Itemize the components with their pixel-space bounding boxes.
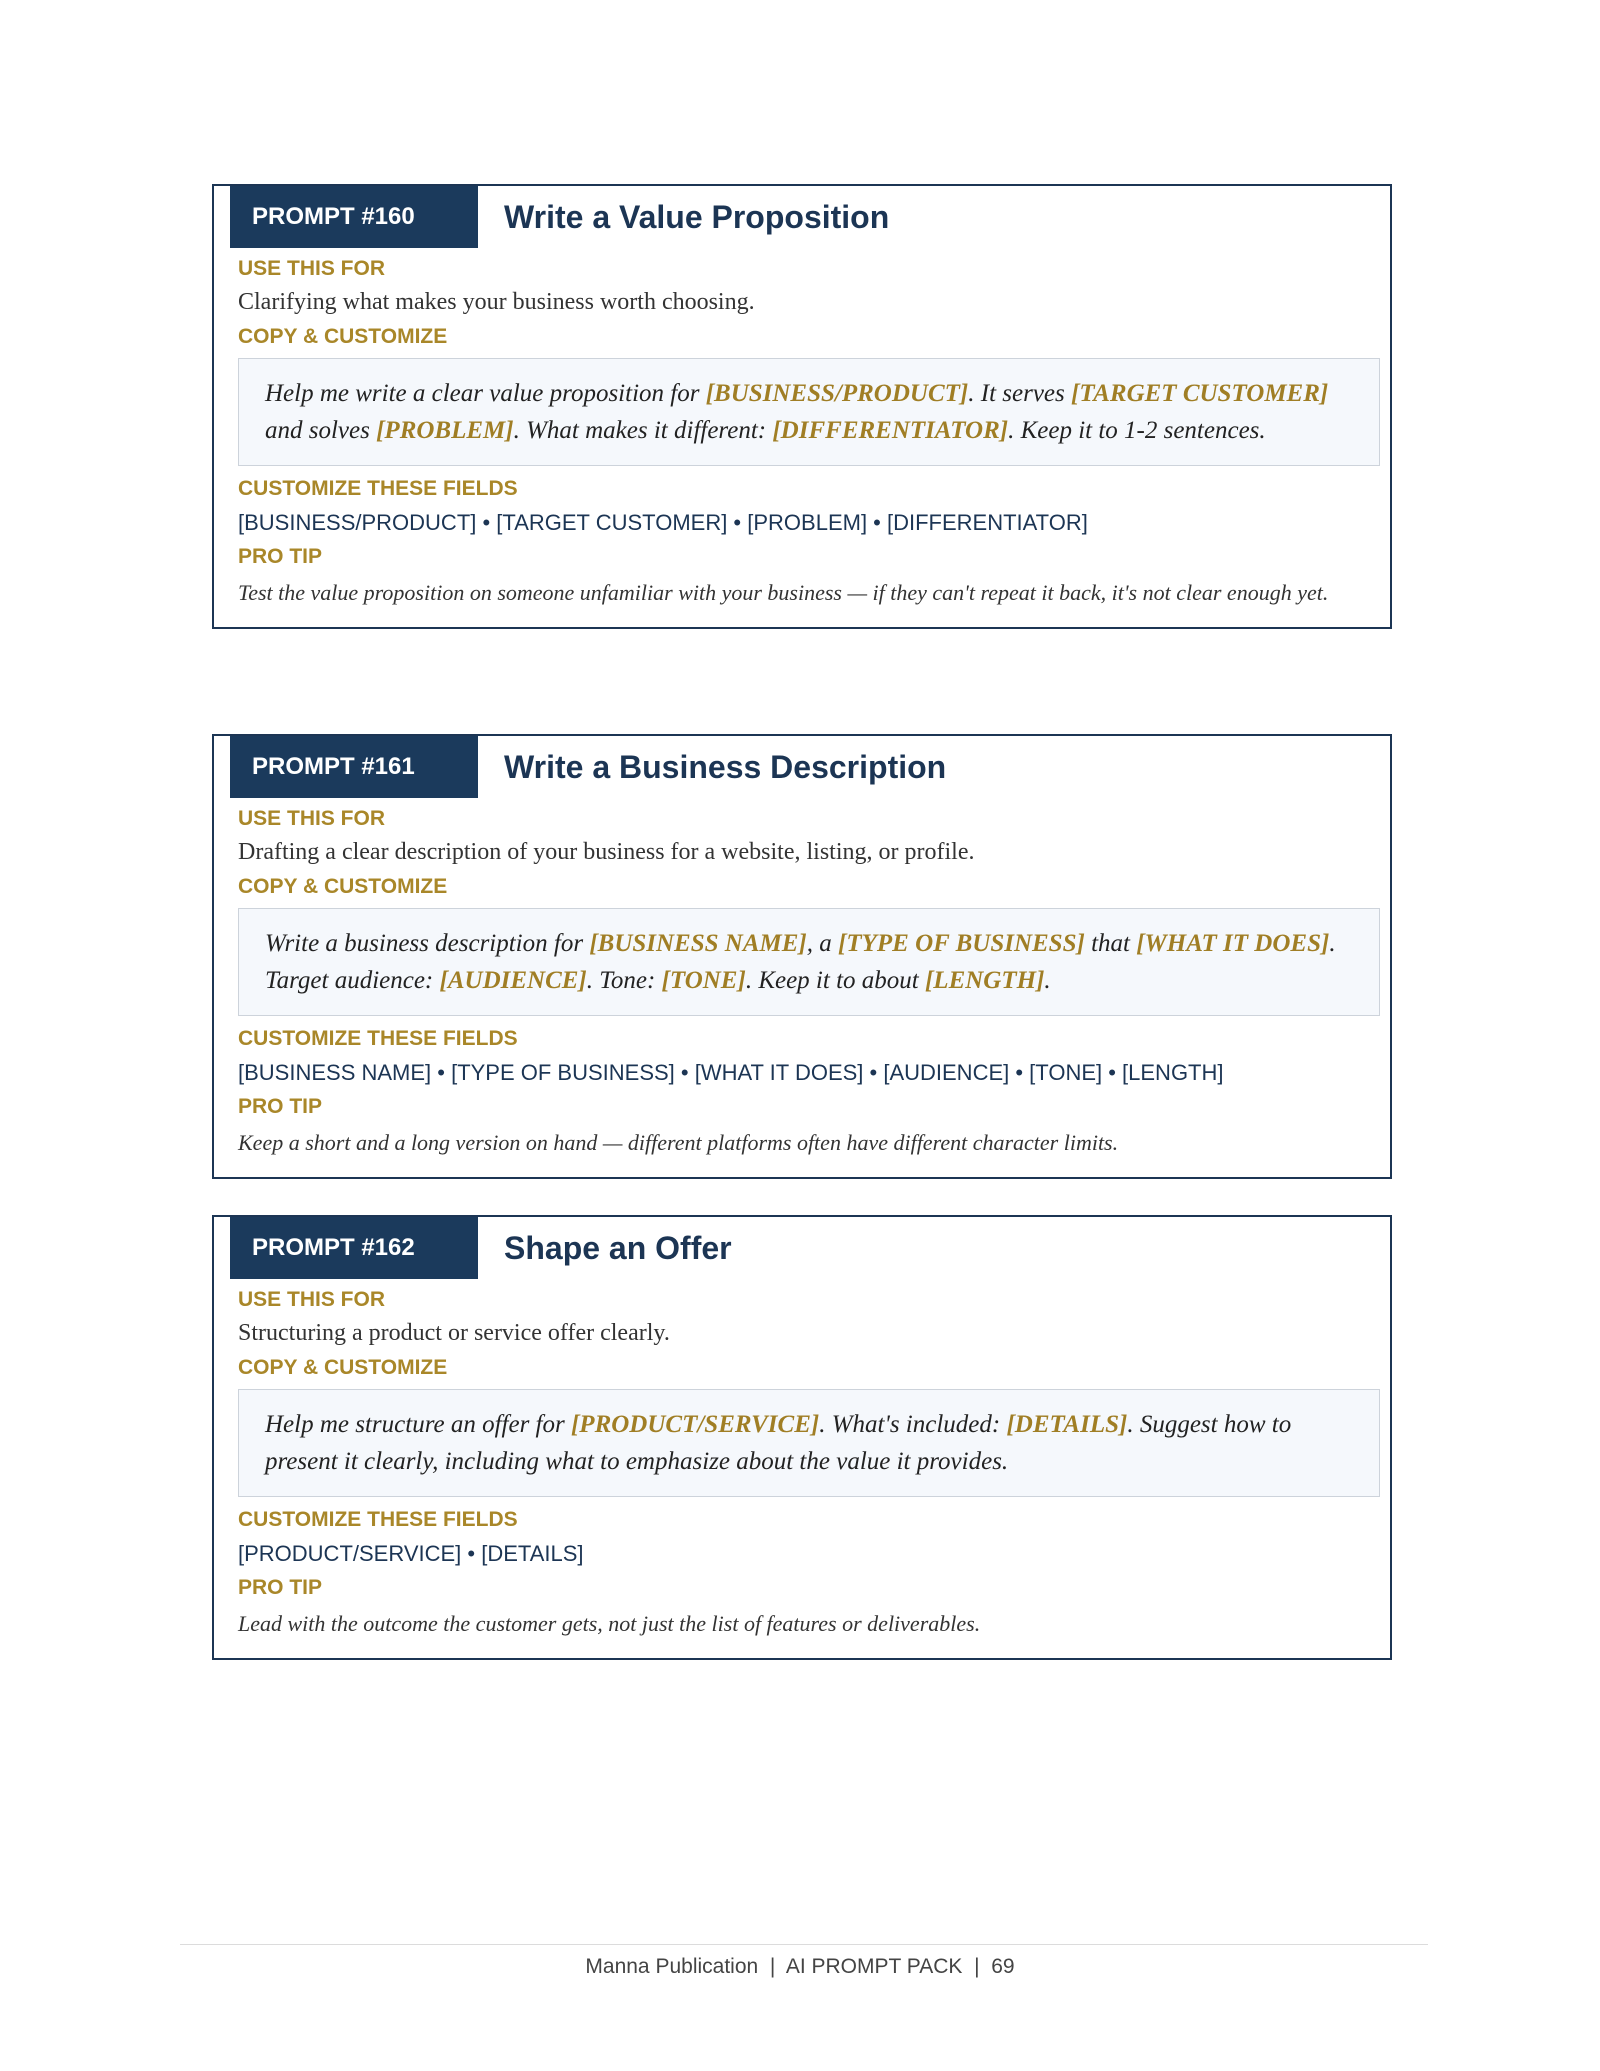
prompt-text-run: . [1044, 967, 1051, 994]
customize-fields-label: CUSTOMIZE THESE FIELDS [238, 477, 518, 500]
prompt-text-run: Help me write a clear value proposition for [265, 380, 706, 407]
prompt-text-run: . Target audience: [265, 930, 1336, 994]
prompt-text-box[interactable] [238, 908, 1380, 1016]
card-header [214, 736, 1390, 800]
prompt-text-run: . Suggest how to present it clearly, including what to emphasize about the value it provides. [265, 1411, 1292, 1475]
prompt-title: Write a Business Description [504, 748, 947, 785]
prompt-text-run: that [1084, 930, 1137, 957]
prompt-card-160 [212, 184, 1392, 629]
placeholder-field: [PROBLEM] [376, 417, 514, 444]
prompt-text-run: . Keep it to 1-2 sentences. [1008, 417, 1266, 444]
prompt-text-run: . What makes it different: [513, 417, 773, 444]
prompt-text-run: . Tone: [586, 967, 662, 994]
prompt-text-box[interactable] [238, 358, 1380, 466]
pro-tip-label: PRO TIP [238, 545, 323, 568]
customize-fields-list: [BUSINESS NAME] • [TYPE OF BUSINESS] • [WHAT IT DOES] • [AUDIENCE] • [TONE] • [LENGTH] [238, 1060, 1224, 1085]
prompt-text-run: and solves [265, 417, 377, 444]
use-this-for-label: USE THIS FOR [238, 257, 386, 280]
prompt-number-badge: PROMPT #160 [230, 186, 478, 248]
prompt-text-run: , a [806, 930, 838, 957]
footer-divider [180, 1944, 1428, 1945]
use-this-for-text: Clarifying what makes your business worth choosing. [238, 289, 755, 315]
customize-fields-list: [BUSINESS/PRODUCT] • [TARGET CUSTOMER] • [PROBLEM] • [DIFFERENTIATOR] [238, 510, 1088, 535]
use-this-for-label: USE THIS FOR [238, 807, 386, 830]
pro-tip-text: Test the value proposition on someone unfamiliar with your business — if they can't repeat it back, it's not clear enough yet. [238, 580, 1329, 605]
placeholder-field: [AUDIENCE] [439, 967, 587, 994]
use-this-for-text: Structuring a product or service offer clearly. [238, 1320, 670, 1346]
placeholder-field: [BUSINESS/PRODUCT] [705, 380, 969, 407]
prompt-text-run: Help me structure an offer for [265, 1411, 571, 1438]
prompt-text-box[interactable] [238, 1389, 1380, 1497]
placeholder-field: [BUSINESS NAME] [589, 930, 807, 957]
use-this-for-text: Drafting a clear description of your business for a website, listing, or profile. [238, 839, 975, 865]
copy-customize-label: COPY & CUSTOMIZE [238, 875, 448, 898]
prompt-title: Write a Value Proposition [504, 198, 890, 235]
copy-customize-label: COPY & CUSTOMIZE [238, 325, 448, 348]
placeholder-field: [TONE] [661, 967, 746, 994]
use-this-for-label: USE THIS FOR [238, 1288, 386, 1311]
placeholder-field: [LENGTH] [924, 967, 1045, 994]
prompt-text-run: Write a business description for [265, 930, 590, 957]
pro-tip-label: PRO TIP [238, 1576, 323, 1599]
page-footer: Manna Publication | AI PROMPT PACK | 69 [585, 1955, 1015, 1978]
prompt-text-run: . Keep it to about [745, 967, 925, 994]
copy-customize-label: COPY & CUSTOMIZE [238, 1356, 448, 1379]
prompt-text-run: . What's included: [819, 1411, 1007, 1438]
prompt-card-161 [212, 734, 1392, 1179]
placeholder-field: [PRODUCT/SERVICE] [570, 1411, 820, 1438]
prompt-card-162 [212, 1215, 1392, 1660]
card-header [214, 1217, 1390, 1281]
placeholder-field: [DIFFERENTIATOR] [772, 417, 1009, 444]
prompt-text-run: . It serves [968, 380, 1071, 407]
customize-fields-label: CUSTOMIZE THESE FIELDS [238, 1027, 518, 1050]
customize-fields-label: CUSTOMIZE THESE FIELDS [238, 1508, 518, 1531]
customize-fields-list: [PRODUCT/SERVICE] • [DETAILS] [238, 1541, 584, 1566]
placeholder-field: [TARGET CUSTOMER] [1071, 380, 1329, 407]
placeholder-field: [WHAT IT DOES] [1136, 930, 1330, 957]
pro-tip-text: Lead with the outcome the customer gets, not just the list of features or deliverables. [238, 1611, 981, 1636]
placeholder-field: [TYPE OF BUSINESS] [838, 930, 1085, 957]
placeholder-field: [DETAILS] [1006, 1411, 1128, 1438]
pro-tip-text: Keep a short and a long version on hand — different platforms often have different character limits. [238, 1130, 1119, 1155]
pro-tip-label: PRO TIP [238, 1095, 323, 1118]
prompt-title: Shape an Offer [504, 1229, 732, 1266]
prompt-number-badge: PROMPT #161 [230, 736, 478, 798]
card-header [214, 186, 1390, 250]
prompt-number-badge: PROMPT #162 [230, 1217, 478, 1279]
